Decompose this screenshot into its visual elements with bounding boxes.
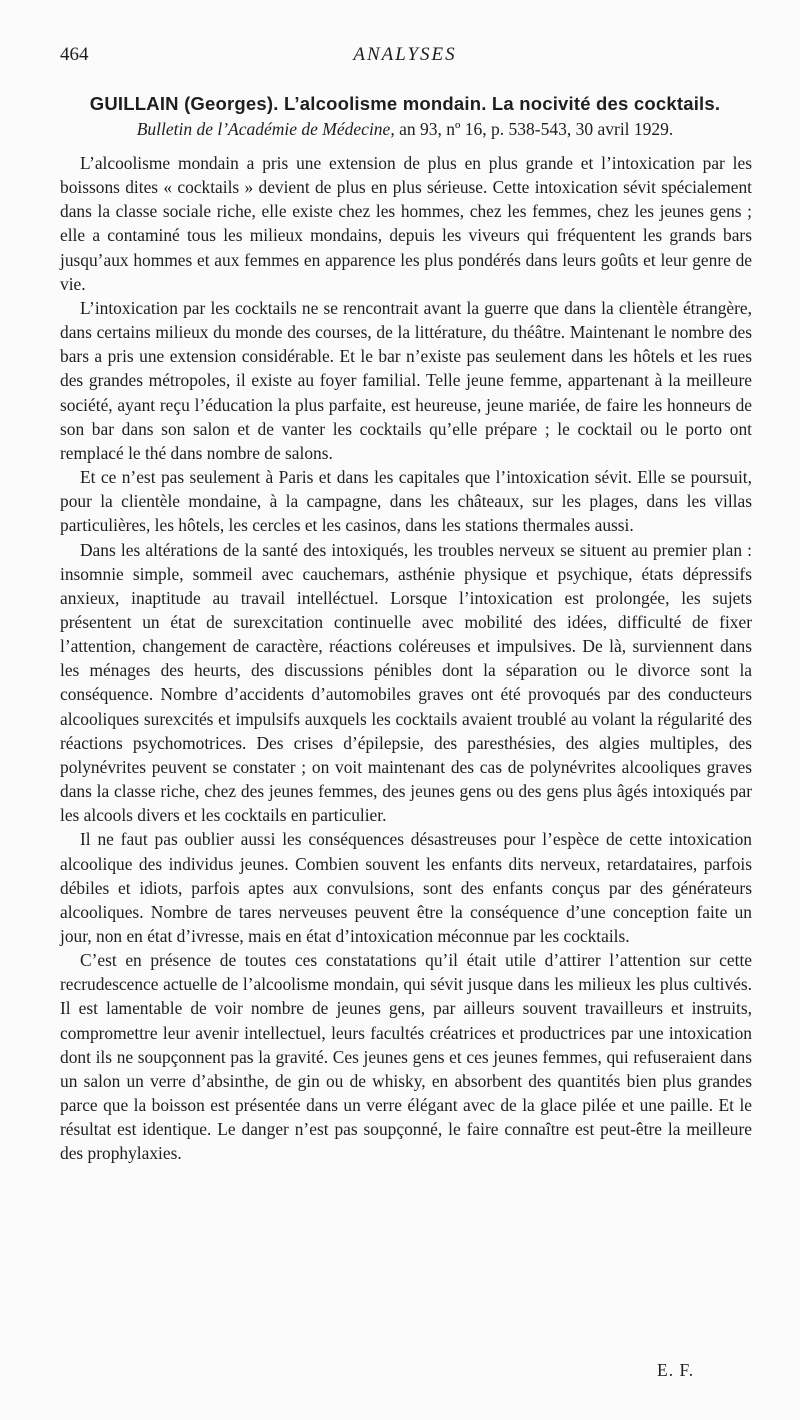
article-title: [60, 93, 750, 115]
paragraph: L’alcoolisme mondain a pris une extension de plus en plus grande et l’intoxication par les boissons dites « cocktails » devient de plus en plus sérieuse. Cette intoxication sévit spécialement dans la classe sociale riche, elle existe chez les hommes, chez les femmes, chez les jeunes gens ; elle a contaminé tous les milieux mondains, depuis les viveurs qui fréquentent les grands bars jusqu’aux hommes et aux femmes en apparence les plus pondérés dans leurs goûts et leur genre de vie.: [60, 153, 752, 294]
article-body: [60, 151, 752, 1166]
paragraph: Et ce n’est pas seulement à Paris et dans les capitales que l’intoxication sévit. Elle se poursuit, pour la clientèle mondaine, à la campagne, dans les châteaux, sur les plages, dans les villas particulières, les hôtels, les cercles et les casinos, dans les stations thermales aussi.: [60, 467, 752, 536]
paragraph: Il ne faut pas oublier aussi les conséquences désastreuses pour l’espèce de cette intoxication alcoolique des individus jeunes. Combien souvent les enfants dits nerveux, retardataires, parfois débiles et idiots, parfois aptes aux convulsions, sont des enfants conçus par des générateurs alcooliques. Nombre de tares nerveuses peuvent être la conséquence d’une conception faite un jour, non en état d’ivresse, mais en état d’intoxication méconnue par les cocktails.: [60, 829, 752, 946]
paragraph: L’intoxication par les cocktails ne se rencontrait avant la guerre que dans la clientèle étrangère, dans certains milieux du monde des courses, de la littérature, du théâtre. Maintenant le nombre des bars a pris une extension considérable. Et le bar n’existe pas seulement dans les hôtels et les rues des grandes métropoles, il existe au foyer familial. Telle jeune femme, appartenant à la meilleure société, ayant reçu l’éducation la plus parfaite, est heureuse, jeune mariée, de faire les honneurs de son bar dans son salon et de vanter les cocktails qu’elle prépare ; le cocktail ou le porto ont remplacé le thé dans nombre de salons.: [60, 297, 752, 463]
citation-journal: Bulletin de l’Académie de Médecine,: [136, 119, 395, 139]
citation: [60, 119, 750, 140]
running-header: [60, 44, 750, 68]
paragraph: Dans les altérations de la santé des intoxiqués, les troubles nerveux se situent au premier plan : insomnie simple, sommeil avec cauchemars, asthénie physique et psychique, états dépressifs anxieux, inaptitude au travail intelléctuel. Lorsque l’intoxication est prolongée, les sujets présentent un état de surexcitation continuelle avec mobilité des idées, difficulté de fixer l’attention, changement de caractère, réactions coléreuses et impulsives. De là, surviennent dans les ménages des heurts, des discussions pénibles dont la séparation ou le divorce sont la conséquence. Nombre d’accidents d’automobiles graves ont été provoqués par des conducteurs alcooliques surexcités et impulsifs auxquels les cocktails avaient troublé au volant la régularité des réactions psychomotrices. Des crises d’épilepsie, des paresthésies, des algies multiples, des polynévrites peuvent se constater ; on voit maintenant des cas de polynévrites alcooliques graves dans la classe riche, chez des jeunes femmes, des jeunes gens ou des gens plus âgés intoxiqués par les alcools divers et les cocktails en particulier.: [60, 539, 752, 826]
title-text: L’alcoolisme mondain. La nocivité des cocktails.: [283, 93, 721, 114]
author-name: GUILLAIN (Georges).: [89, 93, 279, 114]
running-title: ANALYSES: [353, 44, 457, 65]
paragraph: C’est en présence de toutes ces constatations qu’il était utile d’attirer l’attention sur cette recrudescence actuelle de l’alcoolisme mondain, qui sévit jusque dans les milieux les plus cultivés. Il est lamentable de voir nombre de jeunes gens, par ailleurs souvent travailleurs et instruits, compromettre leur avenir intellectuel, leurs facultés créatrices et productrices par une intoxication dont ils ne soupçonnent pas la gravité. Ces jeunes gens et ces jeunes femmes, qui refuseraient dans un salon un verre d’absinthe, de gin ou de whisky, en absorbent des quantités bien plus grandes parce que la boisson est présentée dans un verre élégant avec de la glace pilée et une paille. Et le résultat est identique. Le danger n’est pas soupçonné, le faire connaître est peut-être la meilleure des prophylaxies.: [60, 950, 752, 1164]
citation-details: an 93, nº 16, p. 538-543, 30 avril 1929.: [399, 119, 674, 139]
signature: E. F.: [657, 1360, 695, 1380]
page-number: 464: [60, 44, 89, 65]
